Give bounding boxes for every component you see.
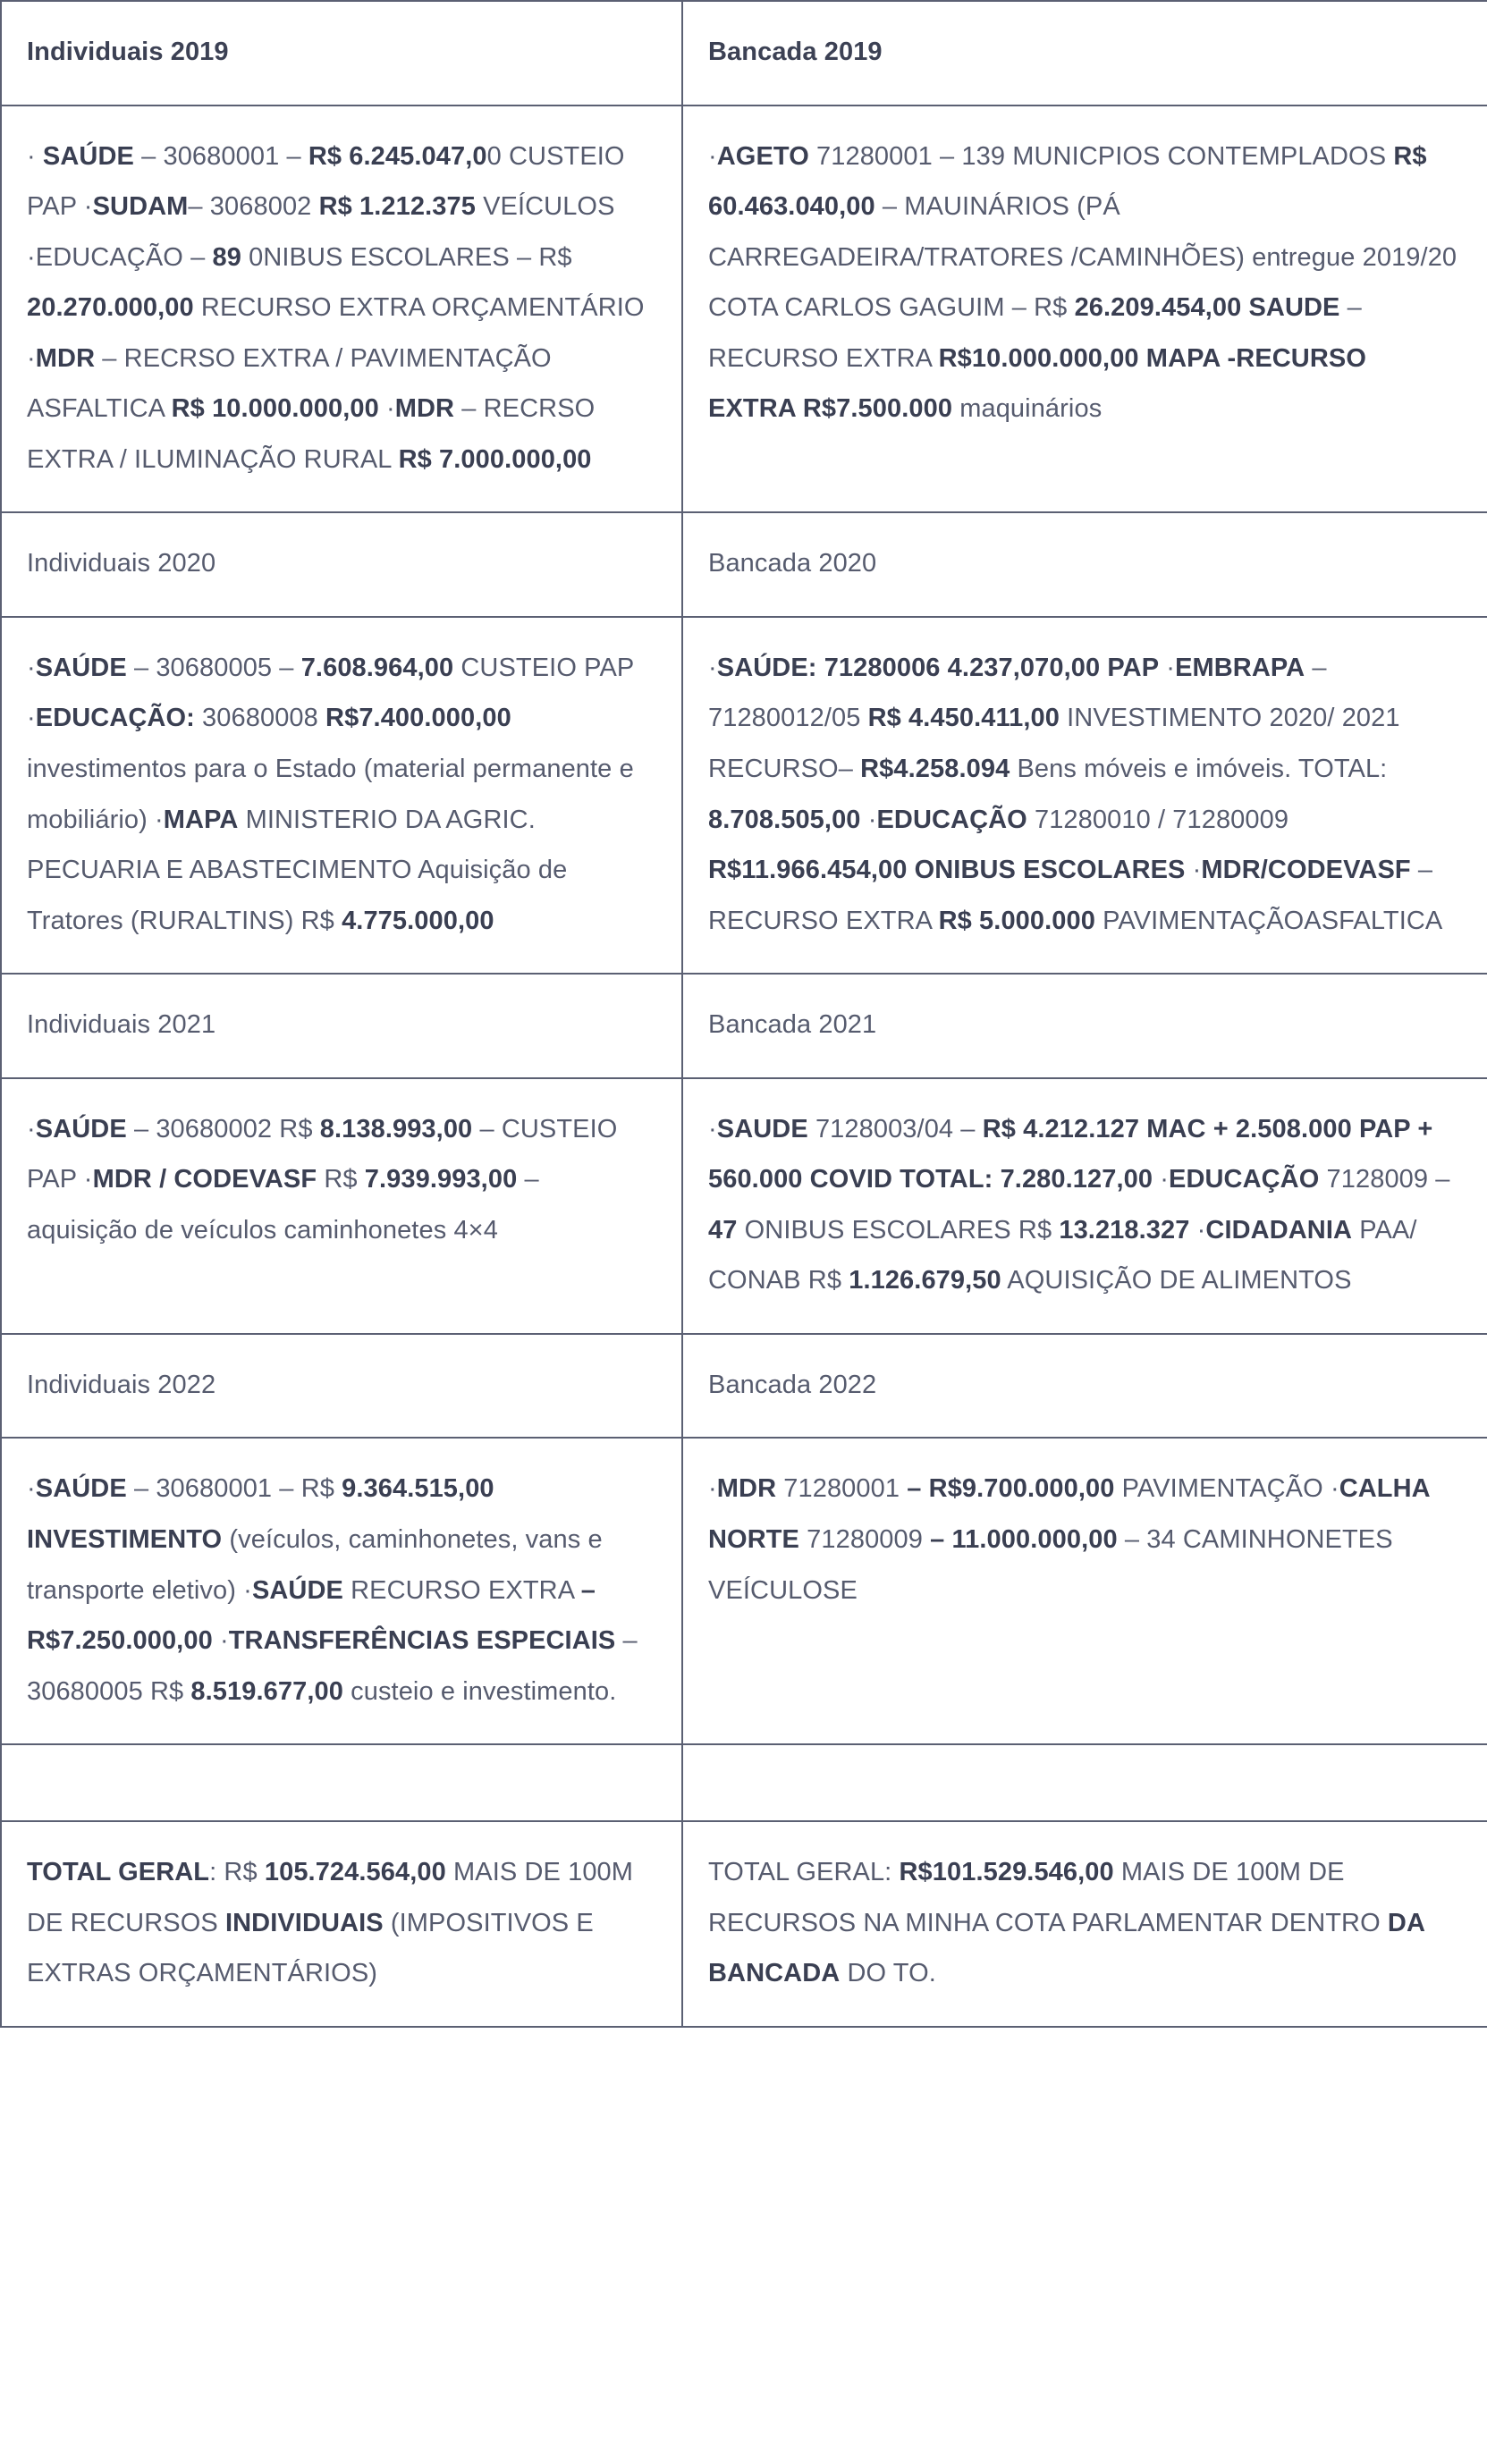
plain-text: custeio e investimento.: [342, 1676, 617, 1706]
cell-individuais: [1, 617, 682, 974]
emphasis-text: CALHA NORTE: [708, 1474, 1430, 1555]
plain-text: VEÍCULOS ·EDUCAÇÃO –: [27, 192, 615, 272]
cell-content: [27, 1464, 655, 1717]
plain-text: maquinários: [952, 394, 1103, 424]
cell-content: [27, 131, 655, 485]
plain-text: DO TO.: [840, 1959, 936, 1988]
plain-text: ·: [708, 653, 717, 682]
emphasis-text: 9.364.515,00 INVESTIMENTO: [27, 1474, 494, 1555]
table-spacer-row: [1, 1744, 1487, 1821]
table-row: [1, 617, 1487, 974]
emphasis-text: EDUCAÇÃO: [1169, 1165, 1320, 1194]
plain-text: 0 CUSTEIO PAP ·: [27, 141, 625, 222]
emphasis-text: 13.218.327: [1059, 1215, 1190, 1245]
plain-text: – 30680001 – R$: [126, 1474, 342, 1504]
plain-text: ·: [708, 141, 717, 171]
emphasis-text: R$10.000.000,00 MAPA -RECURSO EXTRA R$7.500.000: [708, 343, 1366, 424]
emphasis-text: R$ 60.463.040,00: [708, 141, 1427, 222]
plain-text: R$: [317, 1165, 365, 1194]
table-row: [1, 1438, 1487, 1744]
emphasis-text: MDR: [35, 343, 96, 373]
emphasis-text: R$11.966.454,00 ONIBUS ESCOLARES: [708, 856, 1186, 885]
plain-text: PAA/ CONAB R$: [708, 1215, 1417, 1295]
cell-individuais: [1, 1821, 682, 2027]
plain-text: – 3068002: [188, 192, 319, 222]
spacer-cell-right: [682, 1744, 1487, 1821]
plain-text: 71280009: [799, 1525, 931, 1555]
emphasis-text: SAÚDE: [35, 1114, 127, 1143]
emphasis-text: SAUDE: [716, 1114, 808, 1143]
emphasis-text: 105.724.564,00: [264, 1858, 446, 1887]
cell-individuais: [1, 1438, 682, 1744]
plain-text: PAVIMENTAÇÃOASFALTICA: [1094, 906, 1443, 935]
plain-text: : R$: [209, 1858, 265, 1887]
emphasis-text: R$ 4.212.127 MAC + 2.508.000 PAP + 560.000 COVID TOTAL: 7.280.127,00: [708, 1114, 1433, 1194]
plain-text: MINISTERIO DA AGRIC. PECUARIA E ABASTECIMENTO Aquisição de Tratores (RURALTINS) R$: [27, 805, 568, 935]
plain-text: ·: [860, 805, 877, 834]
emphasis-text: 1.126.679,50: [849, 1266, 1001, 1295]
table-header-row: [1, 512, 1487, 617]
plain-text: – 30680002 R$: [126, 1114, 320, 1143]
emphasis-text: SAÚDE: [42, 141, 134, 171]
emphasis-text: MDR / CODEVASF: [92, 1165, 317, 1194]
plain-text: ·: [378, 394, 395, 424]
table-header-row: [1, 1, 1487, 105]
emphasis-text: 7.608.964,00: [300, 653, 454, 682]
plain-text: 0NIBUS ESCOLARES – R$: [241, 242, 572, 272]
cell-content: [708, 131, 1460, 435]
header-label: Bancada 2021: [708, 1010, 877, 1040]
plain-text: ONIBUS ESCOLARES R$: [737, 1215, 1060, 1245]
plain-text: (veículos, caminhonetes, vans e transporte eletivo) ·: [27, 1525, 603, 1605]
emphasis-text: R$ 1.212.375: [318, 192, 476, 222]
emphasis-text: SAÚDE: [251, 1575, 343, 1605]
cell-content: [27, 1104, 655, 1256]
header-label: Individuais 2019: [27, 38, 229, 66]
emphasis-text: 8.708.505,00: [708, 805, 861, 834]
plain-text: AQUISIÇÃO DE ALIMENTOS: [1001, 1266, 1352, 1295]
emphasis-text: CIDADANIA: [1205, 1215, 1353, 1245]
plain-text: MAIS DE 100M DE RECURSOS: [27, 1858, 634, 1937]
column-header-individuais: [1, 974, 682, 1078]
plain-text: PAVIMENTAÇÃO ·: [1114, 1474, 1339, 1504]
emphasis-text: 8.138.993,00: [319, 1114, 473, 1143]
plain-text: RECURSO EXTRA: [342, 1575, 581, 1605]
column-header-individuais: [1, 512, 682, 617]
header-label: Individuais 2022: [27, 1370, 216, 1399]
cell-bancada: [682, 617, 1487, 974]
plain-text: ·: [27, 141, 43, 171]
emphasis-text: DA BANCADA: [708, 1908, 1424, 1988]
emphasis-text: – 11.000.000,00: [930, 1525, 1118, 1555]
plain-text: – MAUINÁRIOS (PÁ CARREGADEIRA/TRATORES /CAMINHÕES) entregue 2019/20 COTA CARLOS GAGUIM – R$: [708, 192, 1457, 323]
plain-text: – RECURSO EXTRA: [708, 293, 1362, 373]
emphasis-text: EDUCAÇÃO: [876, 805, 1027, 834]
plain-text: – 30680005 R$: [27, 1626, 638, 1706]
plain-text: 71280001 – 139 MUNICPIOS CONTEMPLADOS: [808, 141, 1394, 171]
plain-text: MAIS DE 100M DE RECURSOS NA MINHA COTA PARLAMENTAR DENTRO: [708, 1858, 1388, 1937]
header-label: Individuais 2021: [27, 1010, 216, 1040]
table-body: [1, 1, 1487, 2027]
cell-individuais: [1, 1078, 682, 1334]
emphasis-text: SUDAM: [92, 192, 189, 222]
table-row: [1, 1821, 1487, 2027]
emphasis-text: R$ 10.000.000,00: [171, 394, 379, 424]
header-label: Bancada 2020: [708, 549, 877, 578]
emphasis-text: TOTAL GERAL: [27, 1858, 210, 1887]
cell-bancada: [682, 1078, 1487, 1334]
table-row: [1, 1078, 1487, 1334]
plain-text: ·: [27, 653, 36, 682]
plain-text: – 30680001 –: [133, 141, 308, 171]
emphasis-text: MDR: [394, 394, 455, 424]
column-header-bancada: [682, 512, 1487, 617]
emphasis-text: R$ 7.000.000,00: [398, 444, 592, 474]
emphasis-text: 26.209.454,00 SAUDE: [1074, 293, 1340, 323]
emphasis-text: SAÚDE: [35, 1474, 127, 1504]
column-header-bancada: [682, 1334, 1487, 1439]
emphasis-text: – R$7.250.000,00: [27, 1575, 596, 1656]
emphasis-text: R$4.258.094: [860, 755, 1010, 784]
emphasis-text: 7.939.993,00: [364, 1165, 518, 1194]
header-label: Bancada 2022: [708, 1370, 877, 1399]
column-header-bancada: [682, 1, 1487, 105]
emphasis-text: R$ 5.000.000: [938, 906, 1095, 935]
header-label: Bancada 2019: [708, 38, 883, 66]
plain-text: ·: [1153, 1165, 1170, 1194]
cell-bancada: [682, 1821, 1487, 2027]
cell-content: [708, 643, 1460, 946]
emphasis-text: 89: [212, 242, 241, 272]
emphasis-text: INDIVIDUAIS: [224, 1908, 384, 1937]
plain-text: 7128009 –: [1319, 1165, 1450, 1194]
emphasis-text: AGETO: [716, 141, 809, 171]
plain-text: Bens móveis e imóveis. TOTAL:: [1010, 755, 1388, 784]
plain-text: – aquisição de veículos caminhonetes 4×4: [27, 1165, 539, 1245]
plain-text: ·: [1189, 1215, 1206, 1245]
emphasis-text: EDUCAÇÃO:: [35, 704, 195, 733]
cell-content: [27, 643, 655, 946]
plain-text: INVESTIMENTO 2020/ 2021 RECURSO–: [708, 704, 1400, 784]
table-header-row: [1, 974, 1487, 1078]
plain-text: ·: [212, 1626, 229, 1656]
plain-text: ·: [708, 1474, 717, 1504]
header-label: Individuais 2020: [27, 549, 216, 578]
plain-text: 30680008: [194, 704, 326, 733]
cell-bancada: [682, 105, 1487, 513]
plain-text: ·: [1159, 653, 1176, 682]
plain-text: – RECRSO EXTRA / PAVIMENTAÇÃO ASFALTICA: [27, 343, 552, 424]
emphasis-text: SAÚDE: [35, 653, 127, 682]
plain-text: CUSTEIO PAP ·: [27, 653, 634, 733]
cell-individuais: [1, 105, 682, 513]
plain-text: ·: [708, 1114, 717, 1143]
emphasis-text: 20.270.000,00: [27, 293, 194, 323]
plain-text: – 34 CAMINHONETES VEÍCULOSE: [708, 1525, 1393, 1605]
plain-text: – CUSTEIO PAP ·: [27, 1114, 618, 1194]
spacer-cell-left: [1, 1744, 682, 1821]
cell-content: [708, 1104, 1460, 1306]
cell-content: [27, 1847, 655, 1999]
emphasis-text: EMBRAPA: [1175, 653, 1305, 682]
table-header-row: [1, 1334, 1487, 1439]
emphasis-text: – R$9.700.000,00: [907, 1474, 1115, 1504]
plain-text: 71280010 / 71280009: [1027, 805, 1289, 834]
cell-bancada: [682, 1438, 1487, 1744]
plain-text: (IMPOSITIVOS E EXTRAS ORÇAMENTÁRIOS): [27, 1908, 594, 1988]
plain-text: 7128003/04 –: [807, 1114, 983, 1143]
emphasis-text: MDR/CODEVASF: [1201, 856, 1411, 885]
column-header-individuais: [1, 1334, 682, 1439]
cell-content: [708, 1464, 1460, 1616]
plain-text: investimentos para o Estado (material permanente e mobiliário) ·: [27, 755, 634, 834]
plain-text: – 71280012/05: [708, 653, 1327, 733]
table-row: [1, 105, 1487, 513]
plain-text: – RECRSO EXTRA / ILUMINAÇÃO RURAL: [27, 394, 596, 474]
emphasis-text: R$ 4.450.411,00: [867, 704, 1060, 733]
cell-content: [708, 1847, 1460, 1999]
emphasis-text: MDR: [716, 1474, 777, 1504]
emphasis-text: SAÚDE: 71280006 4.237,070,00 PAP: [716, 653, 1160, 682]
emphasis-text: R$ 6.245.047,0: [308, 141, 487, 171]
plain-text: ·: [1185, 856, 1202, 885]
emphasis-text: 4.775.000,00: [342, 906, 494, 935]
emphasis-text: MAPA: [163, 805, 239, 834]
plain-text: – 30680005 –: [126, 653, 301, 682]
plain-text: – RECURSO EXTRA: [708, 856, 1433, 935]
plain-text: TOTAL GERAL:: [708, 1858, 900, 1887]
column-header-bancada: [682, 974, 1487, 1078]
emphasis-text: R$101.529.546,00: [899, 1858, 1114, 1887]
emphasis-text: 8.519.677,00: [190, 1676, 343, 1706]
plain-text: ·: [27, 1114, 36, 1143]
emphasis-text: R$7.400.000,00: [325, 704, 511, 733]
plain-text: 71280001: [776, 1474, 908, 1504]
column-header-individuais: [1, 1, 682, 105]
plain-text: ·: [27, 1474, 36, 1504]
emphasis-text: TRANSFERÊNCIAS ESPECIAIS: [228, 1626, 616, 1656]
emphasis-text: 47: [708, 1215, 738, 1245]
plain-text: RECURSO EXTRA ORÇAMENTÁRIO ·: [27, 293, 645, 373]
